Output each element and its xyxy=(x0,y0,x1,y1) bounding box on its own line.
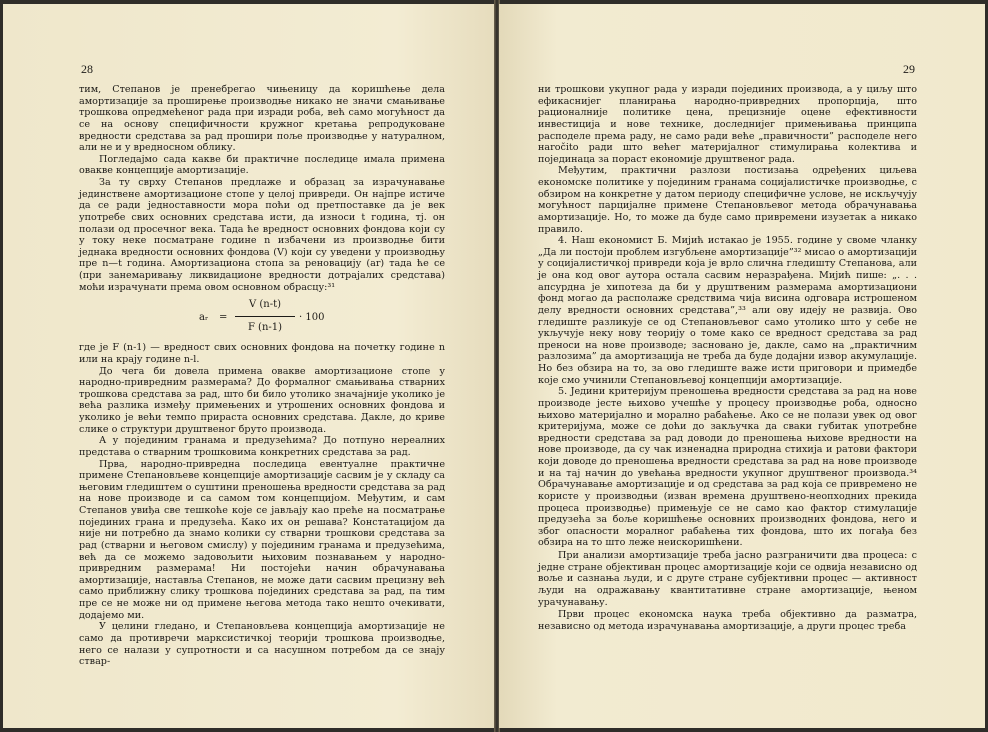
right-page xyxy=(499,4,985,728)
paragraph: При анализи амортизације треба јасно разграничити два процеса: с једне стране објективан процес амортизације који се одвија независно од воље и сазнања људи, и с друге стране субјективни процес — активност људи на одражавању квантитативне стране амортизације, њеном урачунавању. xyxy=(538,550,917,608)
formula-lhs: aᵣ xyxy=(199,312,209,324)
formula-denominator: F (n-1) xyxy=(247,322,283,334)
paragraph: 5. Једини критеријум преношења вредности средстава за рад на нове производе јесте њихово учешће у процесу производње роба, односно њихово материјално и морално рабаћење. Ако се не полази увек од овог критеријума, може се доћи до закључка да сваки губитак употребне вредности средстава за рад доводи до преношења њихове вредности на нове производе, да су чак изненадна природна стихија и ратови фактори који доводе до преношења вредности средстава за рад на нове производе и на тај начин до увећања вредности укупног друштвеног производа.³⁴ Обрачунавање амортизације и од средстава за рад која се привремено не користе у производњи (изван времена друштвено-неопходних прекида процеса производње) примењује се не само као фактор стимулације предузећа за боље коришћење основних производних фондова, него и због опасности моралног рабаћења тих фондова, што их погађа без обзира на то што леже неискоришћени. xyxy=(538,386,917,549)
left-page-text xyxy=(79,84,445,668)
paragraph: Међутим, практични разлози постизања одређених циљева економске политике у појединим гранама социјалистичке производње, с обзиром на конкретне у датом периоду специфичне услове, не искључују могућност парцијалне примене Степановљевог метода обрачунавања амортизације. Но, то може да буде само привремени изузетак а никако правило. xyxy=(538,165,917,235)
left-paragraphs-after xyxy=(79,342,445,668)
paragraph: ни трошкови укупног рада у изради појединих производа, а у циљу што ефикаснијег планирања народно-привредних пропорција, што рационалније политике цена, прецизније оцене ефективности инвестиција и нове технике, доследнијег примењивања принципа расподеле према раду, не само ради веће „правичности” расподеле него наročito ради што већег материјалног стимулирања колектива и појединаца за пораст економије друштвеног рада. xyxy=(538,84,917,165)
paragraph: Погледајмо сада какве би практичне последице имала примена овакве концепције амортизације. xyxy=(79,153,445,177)
right-page-text xyxy=(538,84,917,632)
paragraph: 4. Наш економист Б. Мијић истакао је 1955. године у своме чланку „Да ли постоји проблем изгубљене амортизације”³² мисао о амортизацији у социјалистичкој привреди која је врло слична гледишту Степанова, али је она код овог аутора остала сасвим неразрађена. Мијић пише: „. . . апсурдна је хипотеза да би у друштвеним размерама амортизациони фонд могао да располаже средствима чија висина одговара истрошеном делу вредности основних средстава”,³³ али ову идеју не развија. Ово гледиште разликује се од Степановљевог само утолико што у себе не укључује неку нову теорију о томе како се вредност средстава за рад преноси на нове производе; засновано је, дакле, само на „практичним разлозима” да амортизација не треба да буде додајни извор акумулације. Но без обзира на то, за ово гледиште важе исти приговори и примедбе које смо учинили Степановљевој концепцији амортизације. xyxy=(538,235,917,386)
fraction-bar xyxy=(235,316,295,317)
paragraph: До чега би довела примена овакве амортизационе стопе у народно-привредним размерама? До формалног смањивања стварних трошкова средстава за рад, што би било утолико значајније уколико је већа разлика између примењених и утрошених основних фондова и уколико је већи темпо прираста основних средстава. Дакле, до криве слике о структури друштвеног бруто производа. xyxy=(79,365,445,435)
page-number-right: 29 xyxy=(903,62,915,76)
left-paragraphs-before xyxy=(79,84,445,293)
paragraph: тим, Степанов је пренебрегао чињеницу да коришћење дела амортизације за проширење производње никакo не значи смањивање трошкова опредмећеног рада при изради роба, већ само могућност да се на основу специфичности кружног кретања репродуковане вредности средстава за рад прошири поље производње у натуралном, али не и у вредносном облику. xyxy=(79,84,445,154)
formula-equals: = xyxy=(219,312,228,324)
paragraph: Прва, народно-привредна последица евентуалне практичне примене Степановљеве концепције амортизације сасвим је у складу са његовим гледиштем о суштини преношења вредности средстава за рад на нове производе и са самом том концепцијом. Међутим, и сам Степанов увиђа све тешкоће које се јављају као преће на посматрање појединих грана и предузећа. Како их он решава? Констатацијом да није ни потребно да знамо колики су стварни трошкови средстава за рад (стварни и његовом смислу) у појединим гранама и предузећима, већ да се можемо задовољити њиховим познавањем у народно-привредним размерама! Ни постојећи начин обрачунавања амортизације, наставља Степанов, не може дати сасвим прецизну већ само приближну слику трошкова појединих средстава за рад, па тим пре се не може ни од примене његова метода тако нешто очекивати, додајемо ми. xyxy=(79,458,445,621)
paragraph: где је F (n-1) — вредност свих основних фондова на почетку године n или на крају године n-l. xyxy=(79,342,445,365)
formula-numerator: V (n-t) xyxy=(248,299,282,311)
left-page xyxy=(3,4,495,728)
formula-multiplier: · 100 xyxy=(299,312,325,324)
page-number-left: 28 xyxy=(81,62,93,76)
right-paragraphs xyxy=(538,84,917,632)
paragraph: За ту сврху Степанов предлаже и образац за израчунавање јединствене амортизационе стопе у целој привреди. Он најпре истиче да се ради једноставности мора поћи од претпоставке да је век употребе свих основних средстава исти, да износи t година, тј. он полази од просечног века. Тада ће вредност основних фондова који су у току неке посматране године n избачени из производње бити једнака вредности основних фондова (V) који су уведени у производњу пре n—t година. Амортизациона стопа за реновацију (ar) тада ће се (при занемаривању ликвидационе вредности дотрајалих средстава) моћи израчунати према овом основном обрасцу:³¹ xyxy=(79,177,445,293)
paragraph: А у појединим гранама и предузећима? До потпуно нереалних представа о стварним трошковима конкретних средстава за рад. xyxy=(79,435,445,458)
paragraph: У целини гледано, и Степановљева концепција амортизације не само да противречи марксистичкој теорији трошкова производње, него се налази у супротности и са насушном потребом да се знају ствар- xyxy=(79,621,445,668)
amortization-formula xyxy=(79,298,445,338)
paragraph: Први процес економска наука треба објективно да разматра, независно од метода израчунавања амортизације, а други процес треба xyxy=(538,609,917,632)
